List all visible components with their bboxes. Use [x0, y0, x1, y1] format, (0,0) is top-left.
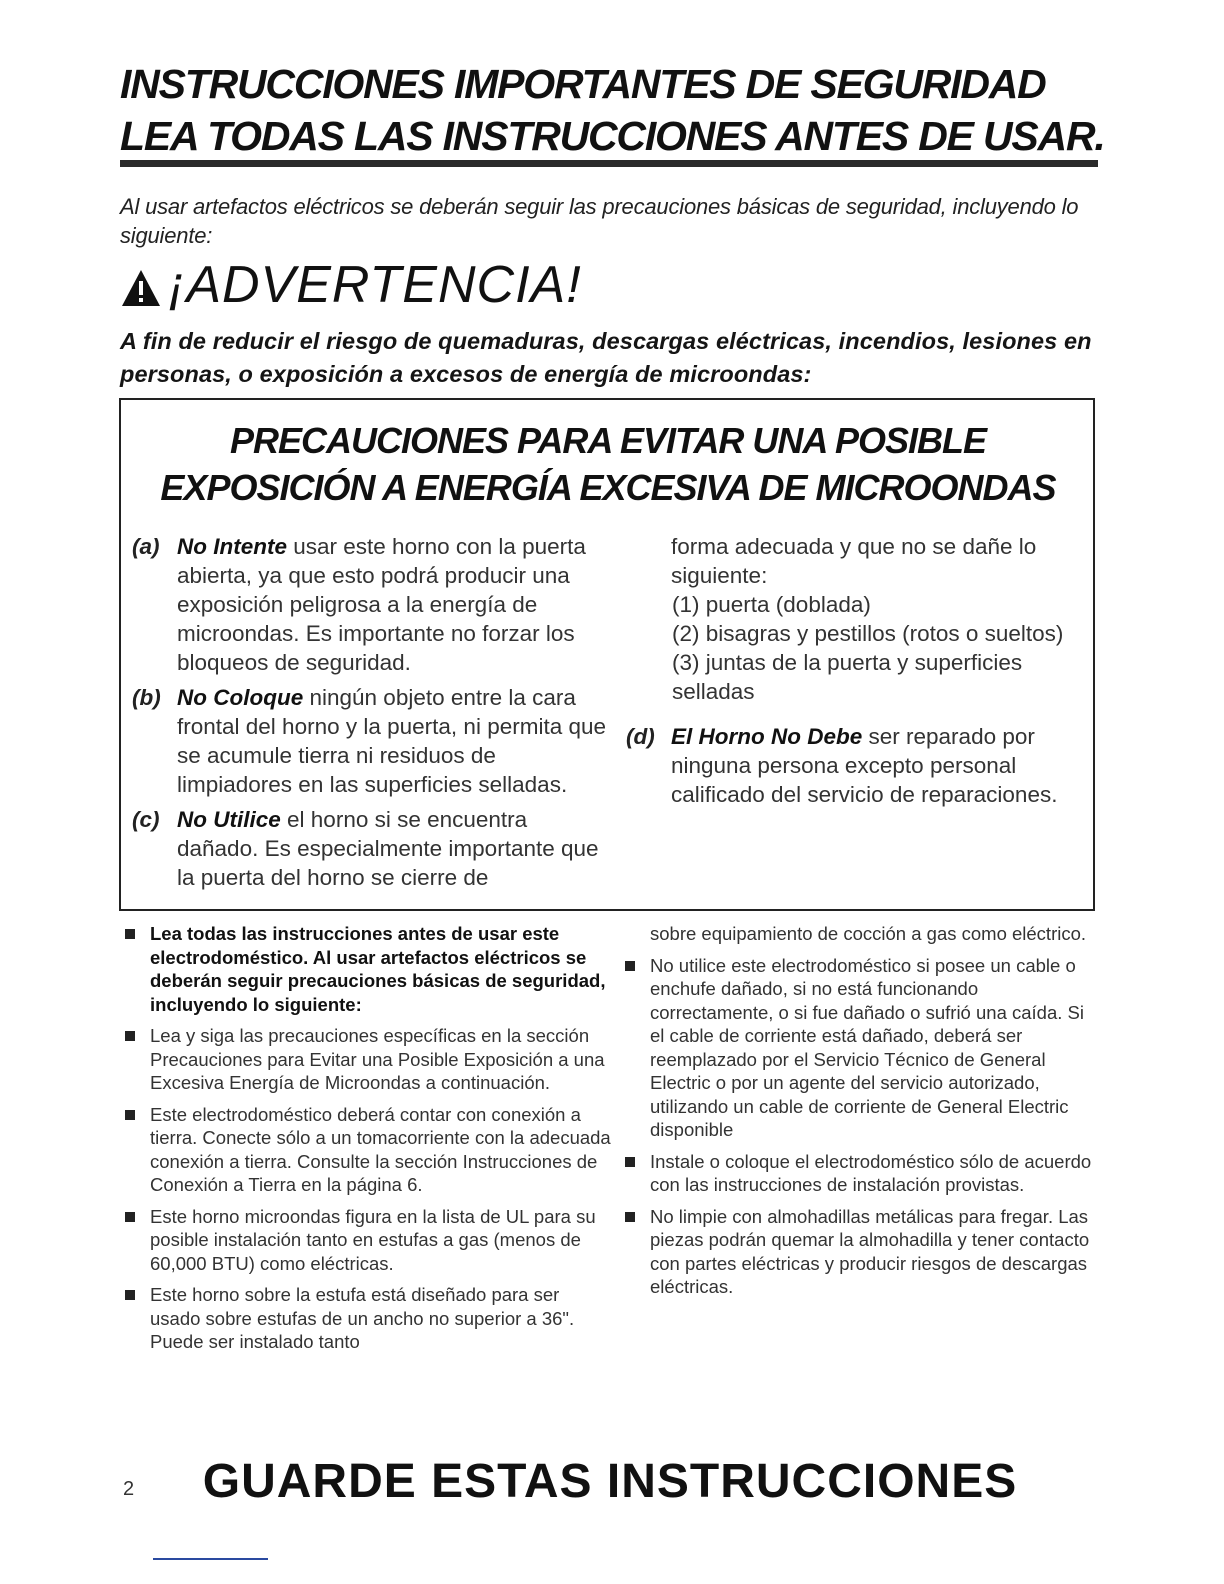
list-item: No utilice este electrodoméstico si posee un cable o enchufe dañado, si no está funcionando correctamente, o si fue dañado o sufrió una caída. Si el cable de corriente está dañado, deberá ser reemplazado por el Servicio Técnico de General Electric o por un agente del servicio autorizado, utilizando un cable de corriente de General Electric disponible — [622, 954, 1092, 1142]
item-letter: (a) — [132, 534, 160, 559]
warning-title: ¡ADVERTENCIA! — [168, 256, 582, 314]
item-letter: (c) — [132, 807, 160, 832]
warning-triangle-icon — [120, 268, 162, 308]
list-item: Este horno sobre la estufa está diseñado para ser usado sobre estufas de un ancho no superior a 36". Puede ser instalado tanto — [122, 1283, 612, 1354]
list-item: No limpie con almohadillas metálicas para fregar. Las piezas podrán quemar la almohadilla y tener contacto con partes eléctricas y producir riesgos de descargas eléctricas. — [622, 1205, 1092, 1299]
sub-item-hinges: (2) bisagras y pestillos (rotos o sueltos) — [672, 621, 1064, 646]
warning-subtitle: A fin de reducir el riesgo de quemaduras, descargas eléctricas, incendios, lesiones en personas, o exposición a excesos de energía de microondas: — [120, 328, 1092, 387]
footer-title: GUARDE ESTAS INSTRUCCIONES — [202, 1455, 1018, 1508]
bullets-right-column — [622, 922, 1092, 1307]
precaution-item-b — [122, 683, 612, 799]
precaution-item-a — [122, 532, 612, 677]
safety-title: INSTRUCCIONES IMPORTANTES DE SEGURIDAD — [120, 61, 1046, 107]
list-item: Instale o coloque el electrodoméstico sólo de acuerdo con las instrucciones de instalación provistas. — [622, 1150, 1092, 1197]
list-item: Lea y siga las precauciones específicas en la sección Precauciones para Evitar una Posible Exposición a una Excesiva Energía de Microondas a continuación. — [122, 1024, 612, 1095]
footer-divider — [153, 1558, 268, 1560]
item-letter: (d) — [626, 724, 655, 749]
item-c-continuation: forma adecuada y que no se dañe lo siguiente: — [671, 534, 1037, 588]
intro-text: Al usar artefactos eléctricos se deberán seguir las precauciones básicas de seguridad, incluyendo lo siguiente: — [120, 194, 1079, 248]
item-keyword: No Utilice — [177, 807, 281, 832]
precaution-item-c — [122, 805, 612, 892]
page-number: 2 — [123, 1478, 135, 1500]
item-text: usar este horno con la puerta abierta, ya que esto podrá producir una exposición peligrosa a la energía de microondas. Es importante no forzar los bloqueos de seguridad. — [177, 534, 586, 675]
title-divider — [120, 160, 1098, 167]
item-keyword: No Intente — [177, 534, 287, 559]
list-item: Este electrodoméstico deberá contar con conexión a tierra. Conecte sólo a un tomacorriente con la adecuada conexión a tierra. Consulte la sección Instrucciones de Conexión a Tierra en la página 6. — [122, 1103, 612, 1197]
item-text: ser reparado por ninguna persona excepto personal calificado del servicio de reparaciones. — [671, 724, 1058, 807]
item-letter: (b) — [132, 685, 161, 710]
precautions-right-column — [616, 532, 1086, 809]
item-text: el horno si se encuentra dañado. Es especialmente importante que la puerta del horno se cierre de — [177, 807, 599, 890]
precautions-title-line2: EXPOSICIÓN A ENERGÍA EXCESIVA DE MICROONDAS — [160, 467, 1056, 508]
item-keyword: El Horno No Debe — [671, 724, 863, 749]
list-item: Lea todas las instrucciones antes de usar este electrodoméstico. Al usar artefactos eléctricos se deberán seguir precauciones básicas de seguridad, incluyendo lo siguiente: — [122, 922, 612, 1016]
bullets-left-column — [122, 922, 612, 1362]
list-item: Este horno microondas figura en la lista de UL para su posible instalación tanto en estufas a gas (menos de 60,000 BTU) como eléctricas. — [122, 1205, 612, 1276]
item-text: ningún objeto entre la cara frontal del horno y la puerta, ni permita que se acumule tierra ni residuos de limpiadores en las superficies selladas. — [177, 685, 607, 797]
precautions-left-column — [122, 532, 612, 892]
read-all-title: LEA TODAS LAS INSTRUCCIONES ANTES DE USAR. — [120, 113, 1105, 159]
warning-heading — [120, 252, 582, 318]
sub-item-seals: (3) juntas de la puerta y superficies selladas — [672, 650, 1023, 704]
precaution-item-d — [616, 722, 1086, 809]
precautions-title-line1: PRECAUCIONES PARA EVITAR UNA POSIBLE — [229, 420, 987, 461]
item-keyword: No Coloque — [177, 685, 304, 710]
sub-item-door: (1) puerta (doblada) — [672, 592, 871, 617]
list-item-continuation: sobre equipamiento de cocción a gas como eléctrico. — [650, 923, 1087, 944]
